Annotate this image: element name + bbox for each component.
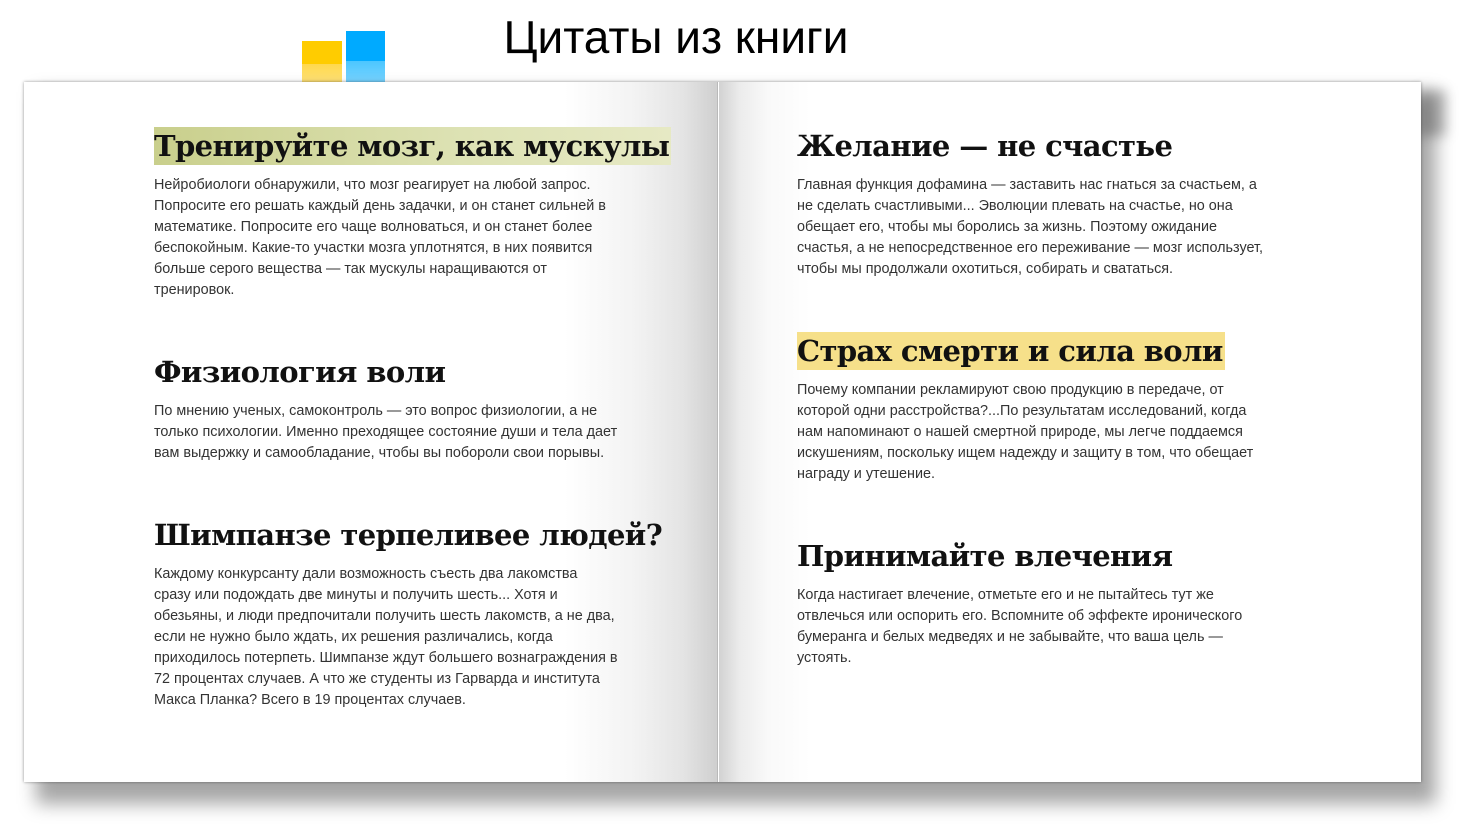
page-title: Цитаты из книги [503,11,849,63]
quote-block-desire [797,127,1297,280]
left-page [24,82,718,782]
quote-block-train-brain [154,127,670,301]
book-corner-shadow [1418,90,1446,136]
quote-heading: Шимпанзе терпеливее людей? [154,518,663,552]
quote-block-fear-of-death [797,332,1297,485]
quote-heading: Принимайте влечения [797,539,1173,573]
logo-yellow-square [302,41,342,83]
quote-heading: Страх смерти и сила воли [797,334,1223,368]
quote-text: Почему компании рекламируют свою продукцию в передаче, от которой одни расстройства?...По результатам исследований, когда нам напоминают о нашей смертной природе, мы легче поддаемся искушениям, поскольку ищем надежду и защиту в том, что обещает награду и утешение. [797,382,1254,482]
quote-heading: Тренируйте мозг, как мускулы [154,129,670,163]
quote-text: По мнению ученых, самоконтроль — это вопрос физиологии, а не только психологии. Именно преходящее состояние души и тела дает вам выдержку и самообладание, чтобы вы побороли свои порывы. [154,403,618,461]
quote-heading: Физиология воли [154,355,446,389]
quote-heading: Желание — не счастье [797,129,1173,163]
quote-text: Каждому конкурсанту дали возможность съесть два лакомства сразу или подождать две минуты и получить шесть... Хотя и обезьяны, и люди предпочитали получить шесть лакомств, а не два, если не нужно было ждать, их решения различались, когда приходилось потерпеть. Шимпанзе ждут большего вознаграждения в 72 процентах случаев. А что же студенты из Гарварда и института Макса Планка? Всего в 19 процентах случаев. [154,566,618,708]
quote-block-accept-cravings [797,537,1297,669]
quote-block-willpower-physiology [154,353,654,464]
quote-text: Главная функция дофамина — заставить нас гнаться за счастьем, а не сделать счастливыми... Эволюции плевать на счастье, но она обещает его, чтобы мы боролись за жизнь. Поэтому ожидание счастья, а не непосредственное его переживание — мозг использует, чтобы мы продолжали охотиться, собирать и свататься. [797,177,1264,277]
quote-text: Нейробиологи обнаружили, что мозг реагирует на любой запрос. Попросите его решать каждый день задачки, и он станет сильней в математике. Попросите его чаще волноваться, и он станет более беспокойным. Какие-то участки мозга уплотнятся, в них появится больше серого вещества — так мускулы наращиваются от тренировок. [154,177,606,298]
quote-block-chimpanzees [154,516,663,711]
open-book [24,82,1421,782]
right-page [719,82,1421,782]
quote-text: Когда настигает влечение, отметьте его и не пытайтесь тут же отвлечься или оспорить его. Вспомните об эффекте иронического бумеранга и белых медведях и не забывайте, что ваша цель — устоять. [797,587,1243,666]
logo-blue-square [346,31,385,83]
